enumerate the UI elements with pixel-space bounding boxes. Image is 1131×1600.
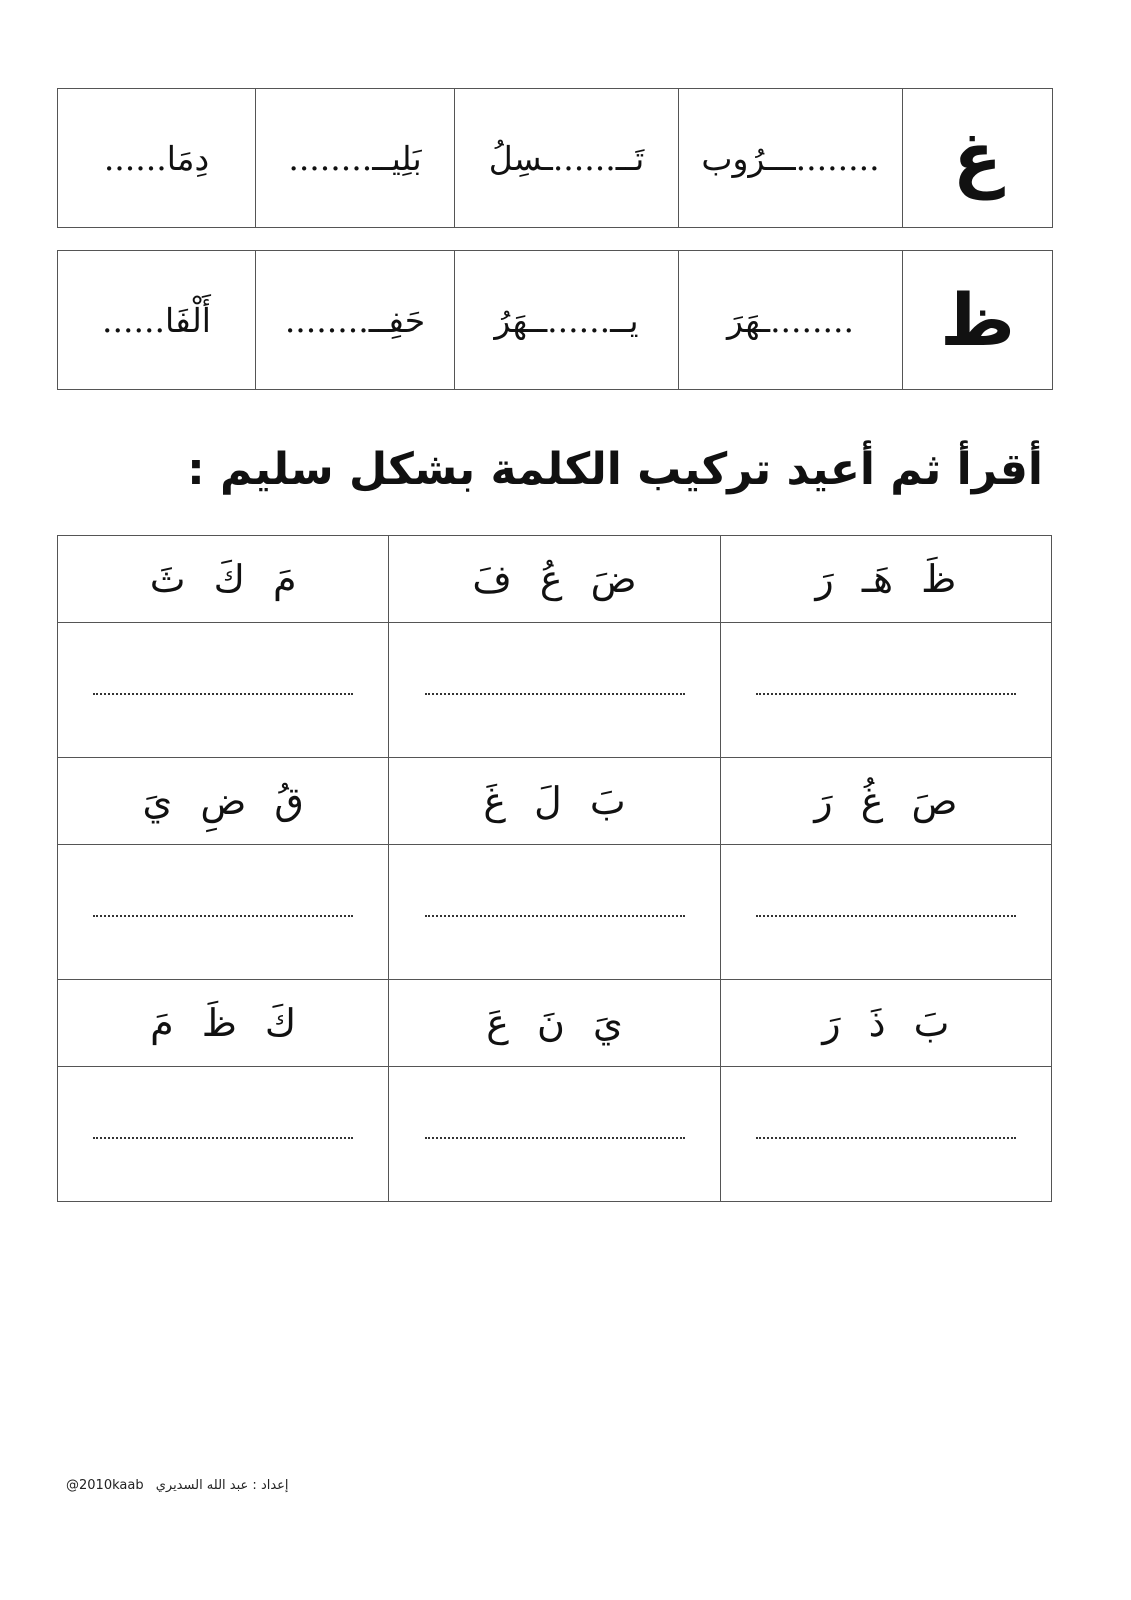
word-blank: بَلِيــ........ [256,89,455,228]
dotted-line [93,693,353,695]
table-row [58,980,1052,1067]
word-blank: دِمَا...... [58,89,256,228]
answer-cell[interactable] [58,623,389,758]
letter-set: مَ كَ ثَ [58,536,389,623]
answer-cell[interactable] [389,623,720,758]
dotted-line [756,915,1016,917]
letter-set: يَ نَ عَ [389,980,720,1067]
table-row [58,758,1052,845]
table-row [58,251,1053,390]
answer-row [58,623,1052,758]
answer-cell[interactable] [720,845,1051,980]
word-blank: تَــ......ـسِلُ [455,89,679,228]
answer-row [58,845,1052,980]
footer-handle: @2010kaab [66,1478,144,1493]
footer-credit: إعداد : عبد الله السديري [155,1478,289,1493]
footer [66,1478,297,1498]
answer-cell[interactable] [58,845,389,980]
dotted-line [425,1137,685,1139]
answer-cell[interactable] [720,1067,1051,1202]
compose-table [57,535,1052,1202]
target-letter: ظ [903,251,1053,390]
word-blank: أَلْفَا...... [58,251,256,390]
dotted-line [756,1137,1016,1139]
answer-cell[interactable] [720,623,1051,758]
letter-set: قُ ضِ يَ [58,758,389,845]
exercise-heading: أقرأ ثم أعيد تركيب الكلمة بشكل سليم : [187,444,1043,495]
dotted-line [425,693,685,695]
answer-cell[interactable] [389,1067,720,1202]
word-blank: ........ـــرُوب [679,89,903,228]
answer-row [58,1067,1052,1202]
fill-table-ghain [57,88,1053,228]
fill-table-zah [57,250,1053,390]
letter-set: ضَ عُ فَ [389,536,720,623]
target-letter: غ [903,89,1053,228]
answer-cell[interactable] [58,1067,389,1202]
dotted-line [425,915,685,917]
word-blank: ........ـهَرَ [679,251,903,390]
letter-set: صَ غُ رَ [720,758,1051,845]
word-blank: حَفِــ........ [256,251,455,390]
letter-set: بَ ذَ رَ [720,980,1051,1067]
letter-set: كَ ظَ مَ [58,980,389,1067]
letter-set: بَ لَ غَ [389,758,720,845]
dotted-line [93,1137,353,1139]
letter-set: ظَ هَـ رَ [720,536,1051,623]
answer-cell[interactable] [389,845,720,980]
table-row [58,536,1052,623]
dotted-line [756,693,1016,695]
word-blank: يــ......ــهَرُ [455,251,679,390]
table-row [58,89,1053,228]
dotted-line [93,915,353,917]
